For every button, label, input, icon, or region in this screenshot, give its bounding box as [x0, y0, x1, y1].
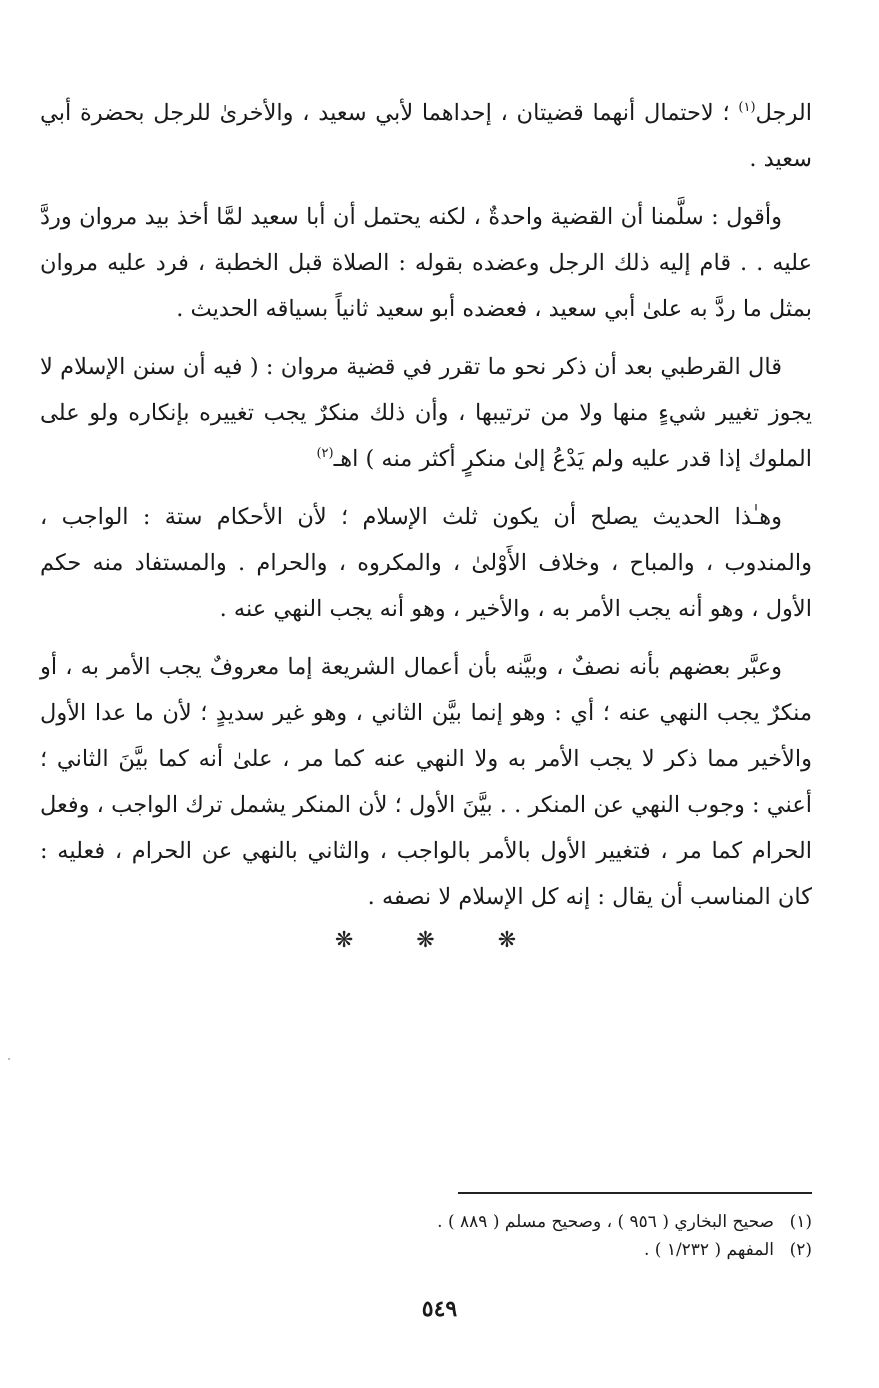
footnote-2-number: (٢): [789, 1240, 812, 1260]
page-number: ٥٤٩: [421, 1296, 458, 1322]
main-text: [40, 90, 812, 932]
footnote-ref-2[interactable]: (٢): [316, 446, 334, 461]
paragraph-1-rest: ؛ لاحتمال أنهما قضيتان ، إحداهما لأبي سعيد ، والأخرىٰ للرجل بحضرة أبي سعيد .: [40, 100, 812, 172]
paragraph-5: وعبَّر بعضهم بأنه نصفٌ ، وبيَّنه بأن أعمال الشريعة إما معروفٌ يجب الأمر به ، أو منكرٌ يجب النهي عنه ؛ أي : وهو إنما بيَّن الثاني ، وهو غير سديدٍ ؛ لأن ما عدا الأول والأخير مما ذكر لا يجب الأمر به ولا النهي عنه كما مر ، علىٰ أنه كما بيَّنَ الثاني ؛ أعني : وجوب النهي عن المنكر . . بيَّنَ الأول ؛ لأن المنكر يشمل ترك الواجب ، وفعل الحرام كما مر ، فتغيير الأول بالأمر بالواجب ، والثاني بالنهي عن الحرام ، فعليه : كان المناسب أن يقال : إنه كل الإسلام لا نصفه .: [40, 654, 813, 910]
footnote-divider: [458, 1192, 812, 1194]
footnote-2: [300, 1236, 812, 1264]
paragraph-1-start: الرجل: [755, 100, 812, 126]
footnote-1-text: صحيح البخاري ( ٩٥٦ ) ، وصحيح مسلم ( ٨٨٩ ) .: [437, 1212, 774, 1232]
footnotes: [300, 1208, 812, 1264]
paragraph-2: وأقول : سلَّمنا أن القضية واحدةٌ ، لكنه يحتمل أن أبا سعيد لمَّا أخذ بيد مروان وردَّ عليه . . قام إليه ذلك الرجل وعضده بقوله : الصلاة قبل الخطبة ، فرد عليه مروان بمثل ما ردَّ به علىٰ أبي سعيد ، فعضده أبو سعيد ثانياً بسياقه الحديث .: [40, 204, 812, 322]
margin-speck: [8, 1058, 10, 1060]
footnote-1: [300, 1208, 812, 1236]
footnote-ref-1[interactable]: (١): [738, 100, 756, 115]
footnote-2-text: المفهم ( ١/٢٣٢ ) .: [643, 1240, 774, 1260]
section-separator-stars: ❋ ❋ ❋: [334, 928, 545, 953]
paragraph-4: وهـٰذا الحديث يصلح أن يكون ثلث الإسلام ؛ لأن الأحكام ستة : الواجب ، والمندوب ، والمباح ، وخلاف الأَوْلىٰ ، والمكروه ، والحرام . والمستفاد منه حكم الأول ، وهو أنه يجب الأمر به ، والأخير ، وهو أنه يجب النهي عنه .: [40, 504, 812, 622]
paragraph-3: [40, 344, 812, 482]
paragraph-1: [40, 90, 812, 182]
footnote-1-number: (١): [789, 1212, 812, 1232]
paragraph-3-text: قال القرطبي بعد أن ذكر نحو ما تقرر في قضية مروان : ( فيه أن سنن الإسلام لا يجوز تغيير شيءٍ منها ولا من ترتيبها ، وأن ذلك منكرٌ يجب تغييره بإنكاره ولو على الملوك إذا قدر عليه ولم يَدْعُ إلىٰ منكرٍ أكثر منه ) اهـ: [40, 354, 812, 472]
